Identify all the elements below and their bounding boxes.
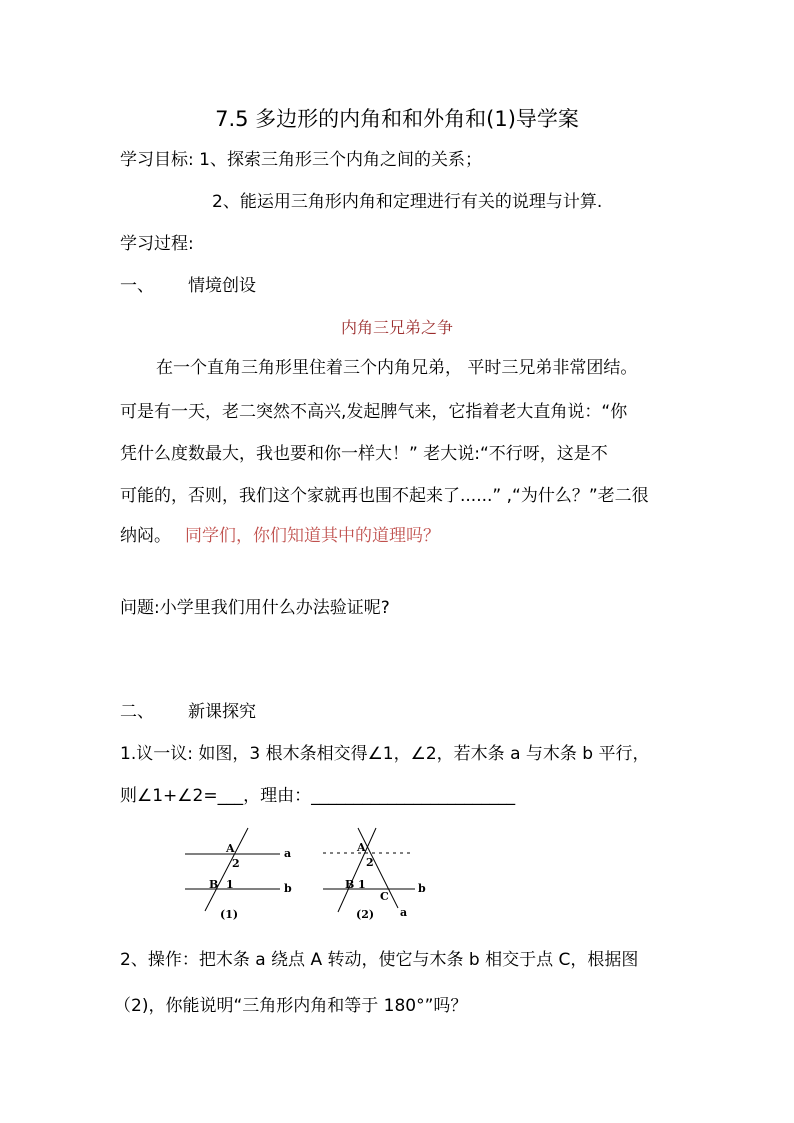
label-angle-1: 1 bbox=[358, 878, 366, 891]
section-2-heading bbox=[120, 700, 256, 724]
item-2-line-2: （2)，你能说明“三角形内角和等于 180°”吗？ bbox=[114, 996, 468, 1016]
figure-1 bbox=[180, 826, 305, 926]
story-line-3: 凭什么度数最大，我也要和你一样大！” 老大说:“不行呀，这是不 bbox=[120, 444, 608, 464]
label-line-b: b bbox=[418, 882, 426, 895]
label-line-a: a bbox=[284, 847, 292, 860]
document-title: 7.5 多边形的内角和和外角和(1)导学案 bbox=[215, 107, 579, 131]
section-2-title: 新课探究 bbox=[188, 702, 256, 722]
transversal-line bbox=[205, 828, 248, 911]
question-line: 问题:小学里我们用什么办法验证呢? bbox=[120, 598, 390, 618]
item-2-line-1: 2、操作：把木条 a 绕点 A 转动，使它与木条 b 相交于点 C，根据图 bbox=[120, 950, 639, 970]
story-line-4: 可能的，否则，我们这个家就再也围不起来了......” ,“为什么？”老二很 bbox=[120, 486, 649, 506]
learning-goals-label: 学习目标: bbox=[120, 150, 200, 170]
learning-goal-2: 2、能运用三角形内角和定理进行有关的说理与计算. bbox=[212, 192, 603, 212]
line-a-rotated bbox=[358, 828, 398, 908]
item-1-line-1: 1.议一议: 如图，3 根木条相交得∠1，∠2，若木条 a 与木条 b 平行， bbox=[120, 744, 650, 764]
label-angle-1: 1 bbox=[226, 878, 234, 891]
figure-2 bbox=[318, 826, 448, 926]
story-title: 内角三兄弟之争 bbox=[340, 318, 453, 337]
section-1-number: 一、 bbox=[120, 276, 154, 296]
learning-goal-1: 1、探索三角形三个内角之间的关系； bbox=[199, 150, 482, 170]
story-line-2: 可是有一天，老二突然不高兴,发起脾气来，它指着老大直角说：“你 bbox=[120, 402, 628, 422]
label-line-b: b bbox=[284, 882, 292, 895]
figure-2-caption: (2) bbox=[356, 908, 375, 921]
story-line-1: 在一个直角三角形里住着三个内角兄弟， 平时三兄弟非常团结。 bbox=[156, 358, 638, 378]
label-angle-2: 2 bbox=[232, 857, 240, 870]
item-1-line-2: 则∠1+∠2=___，理由：________________________ bbox=[120, 786, 516, 806]
section-1-heading bbox=[120, 274, 256, 298]
label-point-a: A bbox=[357, 841, 366, 854]
label-point-b: B bbox=[209, 878, 219, 891]
story-line-5 bbox=[120, 524, 440, 548]
learning-goals-line bbox=[120, 148, 482, 172]
story-question-highlight: 同学们，你们知道其中的道理吗？ bbox=[185, 526, 440, 546]
figure-1-caption: (1) bbox=[220, 908, 239, 921]
label-line-a: a bbox=[400, 906, 408, 919]
label-angle-2: 2 bbox=[366, 856, 374, 869]
learning-process-label: 学习过程: bbox=[120, 234, 194, 254]
label-point-b: B bbox=[345, 878, 355, 891]
section-1-title: 情境创设 bbox=[188, 276, 256, 296]
story-line-5-text: 纳闷。 bbox=[120, 526, 171, 546]
label-point-c: C bbox=[380, 890, 389, 903]
section-2-number: 二、 bbox=[120, 702, 154, 722]
label-point-a: A bbox=[226, 842, 235, 855]
